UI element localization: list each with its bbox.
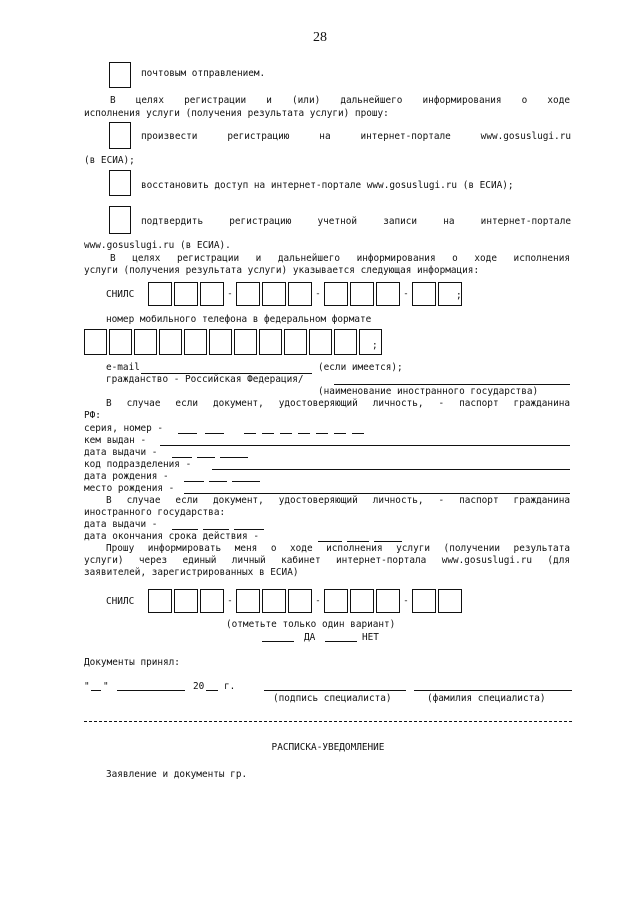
snils-digit-box[interactable] bbox=[412, 589, 436, 613]
phone-digit-box[interactable] bbox=[159, 329, 182, 355]
phone-digit-box[interactable] bbox=[284, 329, 307, 355]
rf-passport-intro-line2: РФ: bbox=[84, 410, 101, 421]
date-quote-close: " bbox=[103, 681, 109, 692]
rf-issue-date-month[interactable] bbox=[197, 457, 215, 458]
snils-digit-box[interactable] bbox=[288, 589, 312, 613]
snils-digit-box[interactable] bbox=[412, 282, 436, 306]
documents-accepted-label: Документы принял: bbox=[84, 657, 180, 668]
phone-digit-box[interactable] bbox=[334, 329, 357, 355]
rf-issue-date-day[interactable] bbox=[172, 457, 192, 458]
email-label: e-mail bbox=[106, 362, 140, 373]
phone-digit-box[interactable] bbox=[359, 329, 382, 355]
foreign-passport-intro-line2: иностранного государства: bbox=[84, 507, 226, 518]
snils-digit-box[interactable] bbox=[174, 589, 198, 613]
foreign-issue-date-year[interactable] bbox=[234, 529, 264, 530]
rf-passport-intro-line1: В случае если документ, удостоверяющий личность, - паспорт гражданина bbox=[106, 398, 570, 409]
checkbox-confirm-registration[interactable] bbox=[109, 206, 131, 234]
registration-intro-line1: В целях регистрации и (или) дальнейшего информирования о ходе bbox=[110, 95, 570, 106]
phone-digit-box[interactable] bbox=[184, 329, 207, 355]
phone-label: номер мобильного телефона в федеральном формате bbox=[106, 314, 372, 325]
snils-digit-box[interactable] bbox=[262, 282, 286, 306]
snils-digit-box[interactable] bbox=[200, 282, 224, 306]
cut-line bbox=[84, 721, 572, 722]
snils-separator: - bbox=[315, 596, 321, 606]
notify-line2: услуги) через единый личный кабинет интернет-портала www.gosuslugi.ru (для bbox=[84, 555, 570, 566]
phone-digit-box[interactable] bbox=[84, 329, 107, 355]
number-input-part[interactable] bbox=[244, 433, 256, 434]
phone-digit-box[interactable] bbox=[134, 329, 157, 355]
phone-digit-box[interactable] bbox=[109, 329, 132, 355]
specialist-surname-input[interactable] bbox=[414, 690, 572, 691]
foreign-issue-date-month[interactable] bbox=[203, 529, 229, 530]
checkbox-postal[interactable] bbox=[109, 62, 131, 88]
yes-mark-input[interactable] bbox=[262, 641, 294, 642]
snils-separator: - bbox=[403, 596, 409, 606]
phone-digit-box[interactable] bbox=[259, 329, 282, 355]
expiry-date-label: дата окончания срока действия - bbox=[84, 531, 259, 542]
phone-terminator: ; bbox=[372, 340, 378, 351]
date-quote-open: " bbox=[84, 681, 90, 692]
no-mark-input[interactable] bbox=[325, 641, 357, 642]
foreign-issue-date-label: дата выдачи - bbox=[84, 519, 158, 530]
specialist-signature-input[interactable] bbox=[264, 690, 406, 691]
year-suffix: г. bbox=[224, 681, 236, 692]
foreign-passport-intro-line1: В случае если документ, удостоверяющий личность, - паспорт гражданина bbox=[106, 495, 570, 506]
foreign-state-caption: (наименование иностранного государства) bbox=[318, 386, 539, 397]
citizenship-label: гражданство - Российская Федерация/ bbox=[106, 374, 304, 385]
surname-caption: (фамилия специалиста) bbox=[427, 693, 546, 704]
rf-issue-date-label: дата выдачи - bbox=[84, 447, 158, 458]
rf-issue-date-year[interactable] bbox=[220, 457, 248, 458]
snils-digit-box[interactable] bbox=[148, 282, 172, 306]
snils-digit-box[interactable] bbox=[236, 589, 260, 613]
expiry-date-day[interactable] bbox=[318, 541, 342, 542]
snils-digit-box[interactable] bbox=[438, 589, 462, 613]
snils-separator: - bbox=[227, 596, 233, 606]
notify-line3: заявителей, зарегистрированных в ЕСИА) bbox=[84, 567, 299, 578]
number-input-part[interactable] bbox=[298, 433, 310, 434]
accept-month-input[interactable] bbox=[117, 690, 185, 691]
snils-input-bottom[interactable] bbox=[148, 589, 462, 613]
issued-by-input[interactable] bbox=[160, 445, 570, 446]
phone-digit-box[interactable] bbox=[209, 329, 232, 355]
series-number-label: серия, номер - bbox=[84, 423, 164, 434]
number-input-part[interactable] bbox=[280, 433, 292, 434]
rf-birth-date-month[interactable] bbox=[209, 481, 227, 482]
snils-digit-box[interactable] bbox=[236, 282, 260, 306]
foreign-issue-date-day[interactable] bbox=[172, 529, 198, 530]
snils-digit-box[interactable] bbox=[324, 282, 348, 306]
snils-separator: - bbox=[403, 289, 409, 299]
snils-digit-box[interactable] bbox=[350, 282, 374, 306]
rf-birth-date-year[interactable] bbox=[232, 481, 260, 482]
choice-hint: (отметьте только один вариант) bbox=[226, 619, 396, 630]
phone-digit-box[interactable] bbox=[234, 329, 257, 355]
snils-digit-box[interactable] bbox=[148, 589, 172, 613]
confirm-option-line2: www.gosuslugi.ru (в ЕСИА). bbox=[84, 240, 231, 251]
division-code-label: код подразделения - bbox=[84, 459, 192, 470]
snils-digit-box[interactable] bbox=[262, 589, 286, 613]
email-optional-note: (если имеется); bbox=[318, 362, 403, 373]
signature-caption: (подпись специалиста) bbox=[273, 693, 392, 704]
rf-birth-date-label: дата рождения - bbox=[84, 471, 169, 482]
restore-access-label: восстановить доступ на интернет-портале www.gosuslugi.ru (в ЕСИА); bbox=[141, 180, 514, 191]
register-option-line1: произвести регистрацию на интернет-портале www.gosuslugi.ru bbox=[141, 131, 571, 142]
receipt-applicant-line: Заявление и документы гр. bbox=[106, 769, 248, 780]
snils-digit-box[interactable] bbox=[376, 282, 400, 306]
checkbox-restore-access[interactable] bbox=[109, 170, 131, 196]
expiry-date-year[interactable] bbox=[374, 541, 402, 542]
rf-birth-date-day[interactable] bbox=[184, 481, 204, 482]
accept-year-input[interactable] bbox=[206, 690, 218, 691]
year-prefix: 20 bbox=[193, 681, 205, 692]
foreign-state-input[interactable] bbox=[334, 384, 570, 385]
checkbox-register[interactable] bbox=[109, 122, 131, 149]
snils-terminator: ; bbox=[456, 290, 462, 301]
register-option-line2: (в ЕСИА); bbox=[84, 155, 135, 166]
snils-digit-box[interactable] bbox=[324, 589, 348, 613]
series-input-part[interactable] bbox=[178, 433, 197, 434]
yes-option: ДА bbox=[304, 632, 316, 643]
number-input-part[interactable] bbox=[262, 433, 274, 434]
registration-intro-line2: исполнения услуги (получения результата услуги) прошу: bbox=[84, 108, 389, 119]
birth-place-input[interactable] bbox=[184, 493, 570, 494]
snils-digit-box[interactable] bbox=[350, 589, 374, 613]
info-intro-line1: В целях регистрации и дальнейшего информирования о ходе исполнения bbox=[110, 253, 570, 264]
series-input-part[interactable] bbox=[205, 433, 224, 434]
issued-by-label: кем выдан - bbox=[84, 435, 147, 446]
phone-digit-box[interactable] bbox=[309, 329, 332, 355]
snils-digit-box[interactable] bbox=[200, 589, 224, 613]
snils-digit-box[interactable] bbox=[288, 282, 312, 306]
division-code-input[interactable] bbox=[212, 469, 570, 470]
snils-label-2: СНИЛС bbox=[106, 596, 135, 607]
phone-input[interactable] bbox=[84, 329, 382, 355]
number-input-part[interactable] bbox=[316, 433, 328, 434]
confirm-option-line1: подтвердить регистрацию учетной записи на интернет-портале bbox=[141, 216, 571, 227]
number-input-part[interactable] bbox=[352, 433, 364, 434]
expiry-date-month[interactable] bbox=[347, 541, 369, 542]
snils-label: СНИЛС bbox=[106, 289, 135, 300]
snils-digit-box[interactable] bbox=[174, 282, 198, 306]
accept-day-input[interactable] bbox=[91, 690, 101, 691]
snils-separator: - bbox=[227, 289, 233, 299]
snils-separator: - bbox=[315, 289, 321, 299]
snils-input-top[interactable] bbox=[148, 282, 462, 306]
notify-line1: Прошу информировать меня о ходе исполнения услуги (получении результата bbox=[106, 543, 570, 554]
info-intro-line2: услуги (получения результата услуги) указывается следующая информация: bbox=[84, 265, 480, 276]
number-input-part[interactable] bbox=[334, 433, 346, 434]
page-number: 28 bbox=[313, 30, 327, 45]
birth-place-label: место рождения - bbox=[84, 483, 175, 494]
receipt-title: РАСПИСКА-УВЕДОМЛЕНИЕ bbox=[271, 742, 385, 753]
no-option: НЕТ bbox=[362, 632, 379, 643]
snils-digit-box[interactable] bbox=[376, 589, 400, 613]
postal-option-label: почтовым отправлением. bbox=[141, 68, 266, 79]
